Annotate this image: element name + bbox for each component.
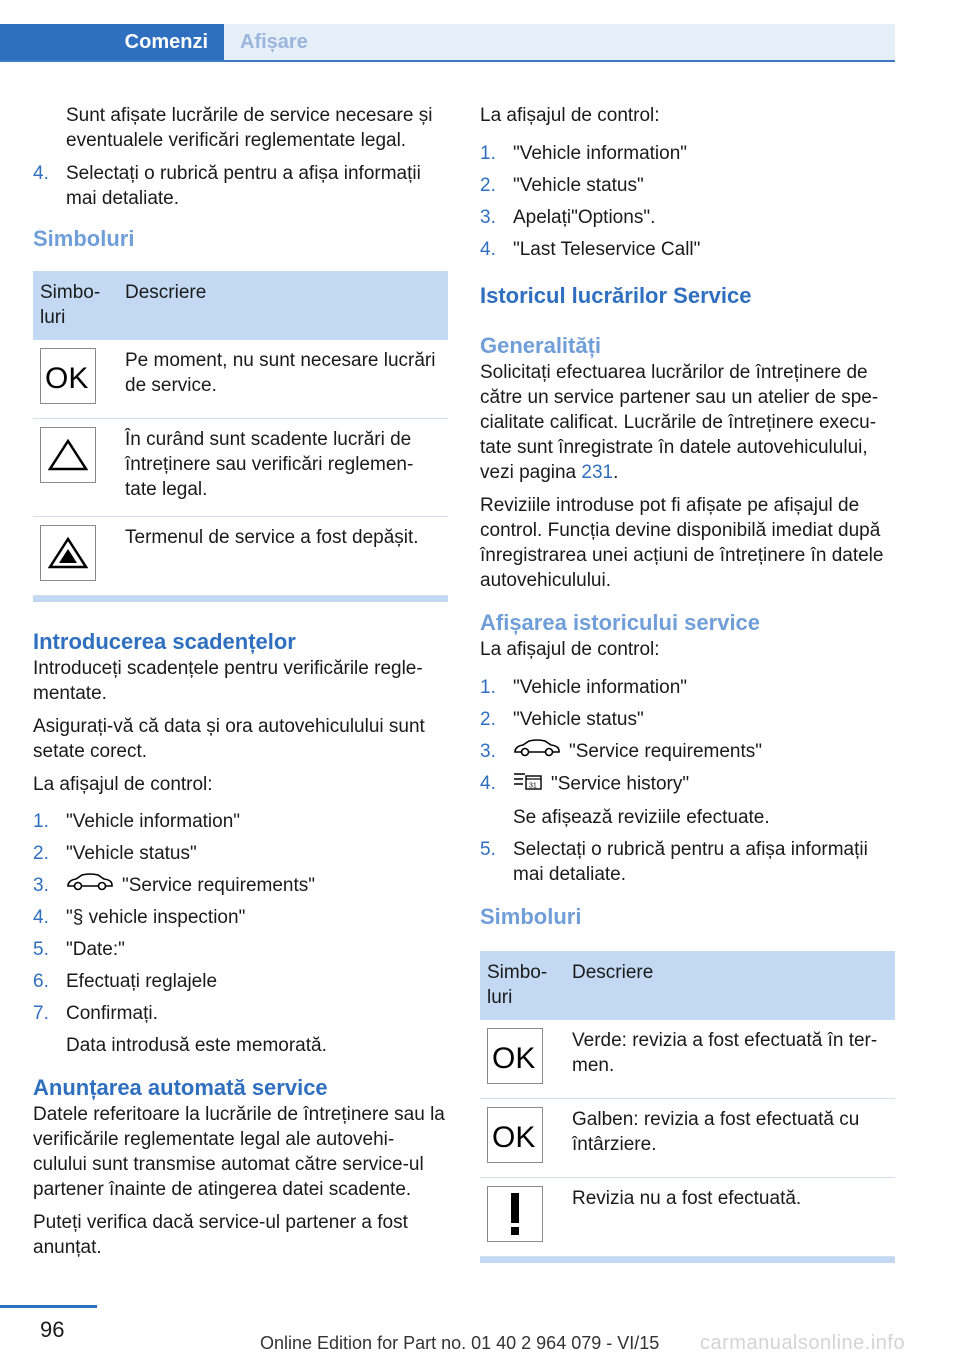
step-number: 2. bbox=[480, 709, 496, 730]
step-text: "Vehicle status" bbox=[513, 175, 644, 196]
table-end-rule bbox=[480, 1257, 895, 1263]
row-description: Termenul de service a fost depășit. bbox=[118, 517, 448, 596]
istoric-heading: Istoricul lucrărilor Service bbox=[480, 283, 752, 308]
warning-triangle-outline-icon bbox=[40, 427, 96, 483]
list-item bbox=[33, 1001, 448, 1058]
table-row bbox=[480, 1099, 895, 1178]
table-header-symbol: Simbo-luri bbox=[33, 271, 118, 340]
list-item bbox=[33, 937, 448, 962]
footer-rule bbox=[0, 1305, 97, 1308]
right-column bbox=[480, 103, 895, 1263]
list-item bbox=[480, 173, 895, 198]
step-text: Confirmați. bbox=[66, 1003, 158, 1025]
step-number: 4. bbox=[33, 163, 49, 184]
generalitati-heading: Generalități bbox=[480, 333, 602, 358]
step-subtext: Data introdusă este memorată. bbox=[66, 1035, 327, 1057]
list-item bbox=[33, 161, 448, 211]
list-item bbox=[33, 905, 448, 930]
step-text: "Vehicle information" bbox=[513, 677, 688, 698]
step-number: 4. bbox=[33, 907, 49, 929]
ok-icon bbox=[40, 348, 96, 404]
list-item bbox=[480, 675, 895, 700]
step-number: 3. bbox=[480, 741, 496, 762]
step-list-intro bbox=[33, 161, 448, 211]
afisare-istoric-heading: Afișarea istoricului service bbox=[480, 610, 761, 635]
page-link[interactable]: 231 bbox=[581, 462, 614, 483]
tab-comenzi[interactable]: Comenzi bbox=[0, 24, 224, 61]
left-column bbox=[33, 103, 448, 1268]
table-row bbox=[480, 1178, 895, 1257]
ok-icon bbox=[487, 1028, 543, 1084]
simboluri-heading: Simboluri bbox=[33, 226, 135, 251]
list-item bbox=[33, 969, 448, 994]
svg-text:OK: OK bbox=[492, 1042, 536, 1072]
table-header-description: Descriere bbox=[118, 271, 448, 340]
symbols-table bbox=[480, 951, 895, 1257]
list-item bbox=[480, 707, 895, 732]
list-item bbox=[480, 237, 895, 262]
table-row bbox=[480, 1020, 895, 1099]
table-row bbox=[33, 517, 448, 596]
list-item bbox=[480, 205, 895, 230]
introducerea-heading: Introducerea scadențelor bbox=[33, 629, 296, 654]
symbols-table bbox=[33, 271, 448, 596]
svg-text:OK: OK bbox=[492, 1121, 536, 1151]
paragraph: Asigurați-vă că data și ora autovehiculului sunt setate corect. bbox=[33, 716, 425, 762]
list-item bbox=[33, 841, 448, 866]
car-icon bbox=[513, 739, 561, 764]
step-text: Selectați o rubrică pentru a afișa informații mai detaliate. bbox=[66, 163, 421, 209]
table-header-symbol: Simbo-luri bbox=[480, 951, 565, 1020]
car-icon bbox=[66, 873, 114, 898]
svg-text:OK: OK bbox=[45, 362, 89, 391]
step-text: "Vehicle information" bbox=[513, 143, 688, 164]
step-text: Apelați"Options". bbox=[513, 207, 656, 228]
list-item bbox=[33, 873, 448, 898]
step-number: 1. bbox=[33, 811, 49, 832]
simboluri-heading: Simboluri bbox=[480, 904, 582, 930]
step-number: 4. bbox=[480, 773, 496, 795]
step-text: Selectați o rubrică pentru a afișa informații mai detaliate. bbox=[513, 839, 868, 886]
step-subtext: Se afișează reviziile efectuate. bbox=[513, 807, 770, 829]
step-number: 5. bbox=[480, 839, 496, 861]
row-description: Galben: revizia a fost efectuată cu întârziere. bbox=[565, 1099, 895, 1178]
list-item bbox=[480, 771, 895, 830]
paragraph: Solicitați efectuarea lucrărilor de întreținere de către un service partener sau un atelier de spe-cialitate calificat. Lucrările de întreținere execu-tate sunt înregistrate în datele autovehiculului, vezi pagina 231. bbox=[480, 362, 879, 483]
ok-icon bbox=[487, 1107, 543, 1163]
header-rule bbox=[0, 60, 895, 62]
step-number: 5. bbox=[33, 939, 49, 961]
row-description: Pe moment, nu sunt necesare lucrări de service. bbox=[118, 340, 448, 419]
step-number: 4. bbox=[480, 239, 496, 260]
tab-afisare[interactable]: Afișare bbox=[224, 24, 895, 61]
paragraph: La afișajul de control: bbox=[480, 639, 660, 660]
step-number: 3. bbox=[480, 207, 496, 228]
paragraph: Reviziile introduse pot fi afișate pe afișajul de control. Funcția devine disponibilă imediat după înregistrarea unei acțiuni de întreținere în datele autovehiculului. bbox=[480, 495, 884, 591]
list-item bbox=[480, 739, 895, 764]
edition-text: Online Edition for Part no. 01 40 2 964 079 - VI/15 bbox=[260, 1333, 660, 1353]
step-text: "Service history" bbox=[551, 774, 690, 795]
page-number: 96 bbox=[40, 1317, 65, 1342]
step-text: "Last Teleservice Call" bbox=[513, 239, 701, 260]
paragraph: Puteți verifica dacă service-ul partener a fost anunțat. bbox=[33, 1212, 408, 1259]
intro-text: Sunt afișate lucrările de service necesare și eventualele verificări reglementate legal. bbox=[66, 105, 433, 151]
paragraph: Datele referitoare la lucrările de întreținere sau la verificările reglementate legal ale autovehi-culului sunt transmise automat către service-ul partener înainte de atingerea datei scadente. bbox=[33, 1104, 445, 1201]
step-number: 3. bbox=[33, 875, 49, 896]
paragraph: Introduceți scadențele pentru verificările regle-mentate. bbox=[33, 658, 423, 704]
step-text: "Date:" bbox=[66, 939, 125, 961]
step-number: 7. bbox=[33, 1003, 49, 1025]
paragraph: La afișajul de control: bbox=[480, 105, 660, 126]
calendar-list-icon bbox=[513, 771, 543, 798]
step-text: "Vehicle status" bbox=[66, 843, 197, 864]
watermark: carmanualsonline.info bbox=[700, 1332, 906, 1354]
paragraph: La afișajul de control: bbox=[33, 774, 213, 795]
step-text: "Service requirements" bbox=[122, 875, 316, 896]
step-number: 6. bbox=[33, 971, 49, 993]
step-text: "Service requirements" bbox=[569, 741, 763, 762]
list-item bbox=[480, 141, 895, 166]
warning-triangle-filled-icon bbox=[40, 525, 96, 581]
step-text: "Vehicle status" bbox=[513, 709, 644, 730]
row-description: Revizia nu a fost efectuată. bbox=[565, 1178, 895, 1257]
svg-text:31: 31 bbox=[529, 782, 537, 790]
step-text: Efectuați reglajele bbox=[66, 971, 218, 993]
anuntarea-heading: Anunțarea automată service bbox=[33, 1075, 328, 1101]
step-list-teleservice bbox=[480, 141, 895, 262]
step-number: 2. bbox=[33, 843, 49, 864]
row-description: Verde: revizia a fost efectuată în ter-men. bbox=[565, 1020, 895, 1099]
table-row bbox=[33, 340, 448, 419]
row-description: În curând sunt scadente lucrări de întreținere sau verificări reglemen-tate legal. bbox=[118, 419, 448, 517]
step-text: "Vehicle information" bbox=[66, 811, 241, 832]
step-number: 1. bbox=[480, 677, 496, 698]
exclamation-icon bbox=[487, 1186, 543, 1242]
table-end-rule bbox=[33, 596, 448, 602]
list-item bbox=[33, 809, 448, 834]
list-item bbox=[480, 837, 895, 887]
table-row bbox=[33, 419, 448, 517]
table-header-description: Descriere bbox=[565, 951, 895, 1020]
step-number: 2. bbox=[480, 175, 496, 196]
step-text: "§ vehicle inspection" bbox=[66, 907, 246, 929]
step-list-history bbox=[480, 675, 895, 887]
step-list-scadente bbox=[33, 809, 448, 1058]
step-number: 1. bbox=[480, 143, 496, 164]
